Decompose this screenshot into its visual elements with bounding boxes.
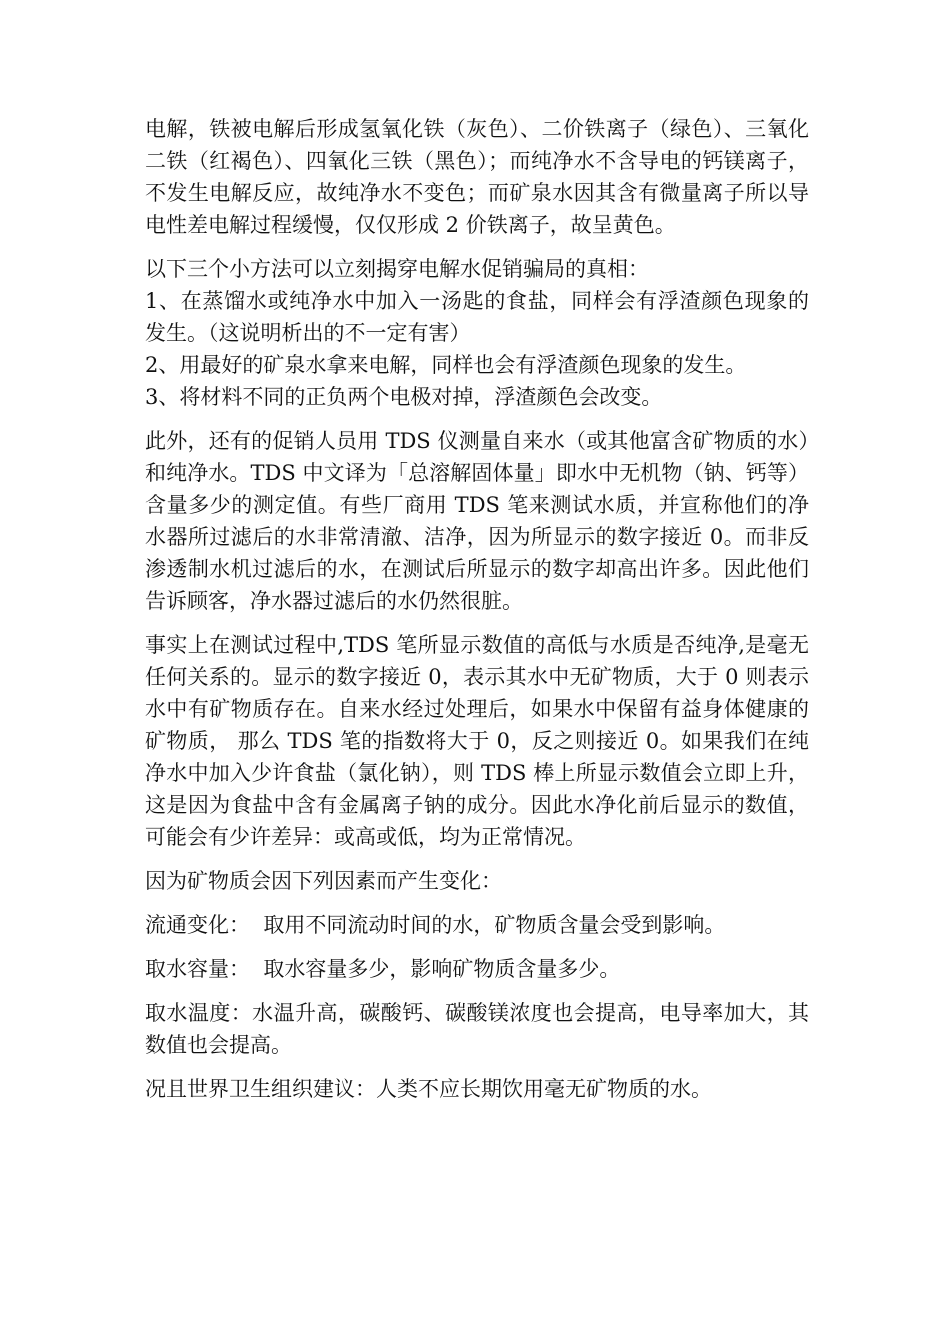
list-item: 2、用最好的矿泉水拿来电解，同样也会有浮渣颜色现象的发生。 [145, 353, 747, 377]
paragraph-tds-facts: 事实上在测试过程中,TDS 笔所显示数值的高低与水质是否纯净,是毫无任何关系的。显示的数字接近 0，表示其水中无矿物质，大于 0 则表示水中有矿物质存在。自来水经过处理后，如果水中保留有益身体健康的矿物质， 那么 TDS 笔的指数将大于 0，反之则接近 0。如果我们在纯净水中加入少许食盐（氯化钠），则 TDS 棒上所显示数值会立即上升，这是因为食盐中含有金属离子钠的成分。因此水净化前后显示的数值，可能会有少许差异：或高或低，均为正常情况。 [145, 633, 809, 849]
list-item: 3、将材料不同的正负两个电极对掉，浮渣颜色会改变。 [145, 385, 663, 409]
paragraph-tds-promotion: 此外，还有的促销人员用 TDS 仪测量自来水（或其他富含矿物质的水）和纯净水。TDS 中文译为「总溶解固体量」即水中无机物（钠、钙等）含量多少的测定值。有些厂商用 TDS 笔来测试水质，并宣称他们的净水器所过滤后的水非常清澈、洁净，因为所显示的数字接近 0。而非反渗透制水机过滤后的水，在测试后所显示的数字却高出许多。因此他们告诉顾客，净水器过滤后的水仍然很脏。 [145, 429, 809, 613]
paragraph-electrolysis: 电解，铁被电解后形成氢氧化铁（灰色）、二价铁离子（绿色）、三氧化二铁（红褐色）、四氧化三铁（黑色）；而纯净水不含导电的钙镁离子，不发生电解反应，故纯净水不变色；而矿泉水因其含有微量离子所以导电性差电解过程缓慢，仅仅形成 2 价铁离子，故呈黄色。 [145, 117, 809, 237]
methods-list [145, 285, 809, 413]
document-page [145, 113, 809, 1117]
paragraph-who-advice: 况且世界卫生组织建议：人类不应长期饮用毫无矿物质的水。 [145, 1077, 712, 1101]
factor-volume: 取水容量： 取水容量多少，影响矿物质含量多少。 [145, 957, 621, 981]
list-item: 1、在蒸馏水或纯净水中加入一汤匙的食盐，同样会有浮渣颜色现象的发生。（这说明析出的不一定有害） [145, 289, 809, 345]
paragraph-factors-intro: 因为矿物质会因下列因素而产生变化： [145, 869, 502, 893]
paragraph-methods-intro: 以下三个小方法可以立刻揭穿电解水促销骗局的真相： [145, 257, 649, 281]
factor-flow: 流通变化： 取用不同流动时间的水，矿物质含量会受到影响。 [145, 913, 726, 937]
factor-temperature: 取水温度：水温升高，碳酸钙、碳酸镁浓度也会提高，电导率加大，其数值也会提高。 [145, 1001, 809, 1057]
